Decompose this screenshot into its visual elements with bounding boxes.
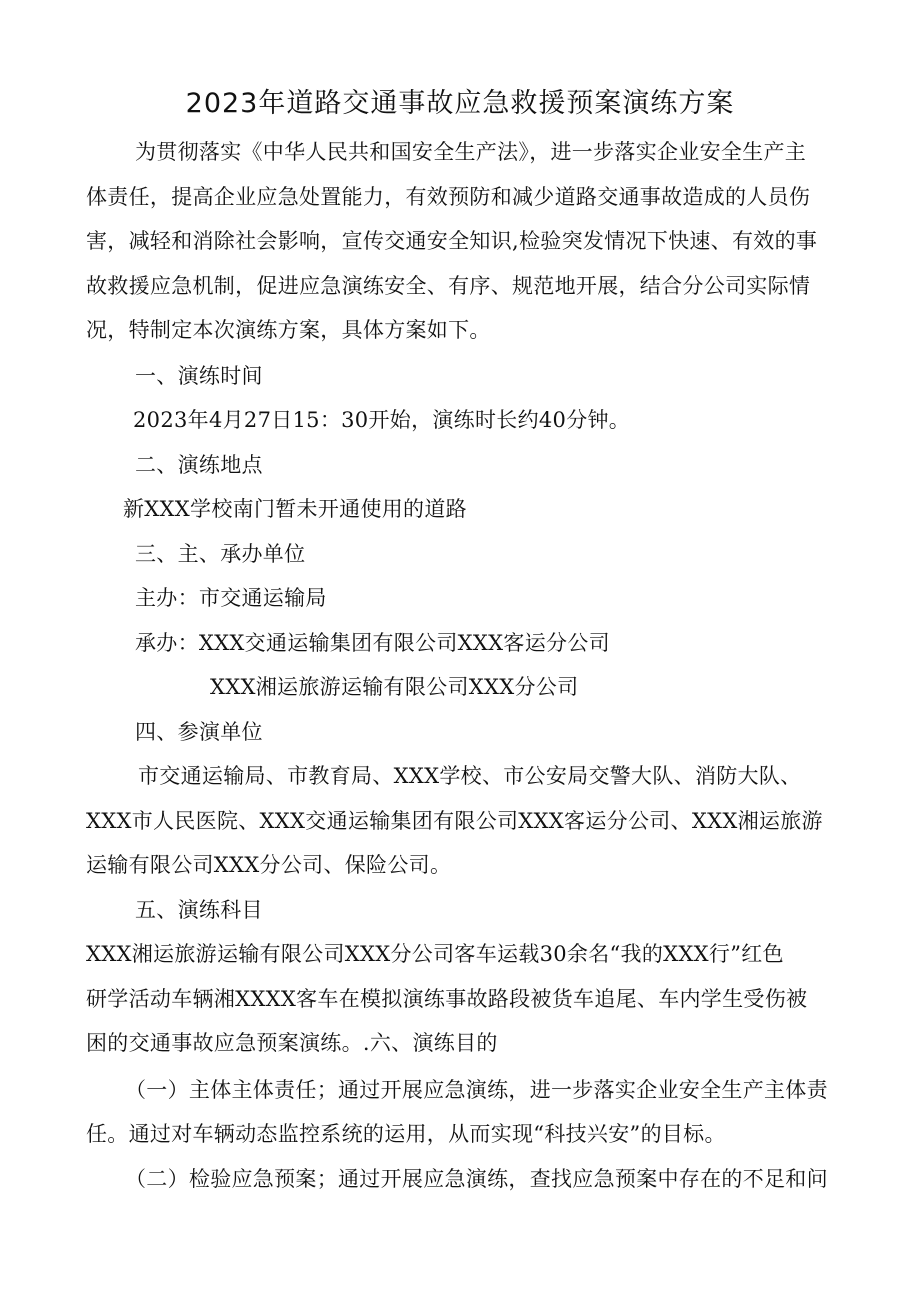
section-body-location: 新XXX学校南门暂未开通使用的道路: [123, 497, 467, 521]
participants-line-2: XXX市人民医院、XXX交通运输集团有限公司XXX客运分公司、XXX湘运旅游: [86, 809, 823, 833]
section-heading-location: 二、演练地点: [135, 453, 263, 477]
document-title: 2023年道路交通事故应急救援预案演练方案: [185, 88, 735, 119]
intro-line-2: 体责任，提高企业应急处置能力，有效预防和减少道路交通事故造成的人员伤: [86, 185, 811, 209]
purpose-item-2-line-1: （二）检验应急预案；通过开展应急演练，查找应急预案中存在的不足和问: [125, 1167, 828, 1191]
participants-line-3: 运输有限公司XXX分公司、保险公司。: [86, 853, 452, 877]
organizer-host: 主办：市交通运输局: [135, 586, 327, 610]
subject-line-2: 研学活动车辆湘XXXX客车在模拟演练事故路段被货车追尾、车内学生受伤被: [86, 987, 808, 1011]
participants-line-1: 市交通运输局、市教育局、XXX学校、市公安局交警大队、消防大队、: [138, 764, 802, 788]
section-heading-time: 一、演练时间: [135, 364, 263, 388]
section-heading-participants: 四、参演单位: [135, 720, 263, 744]
subject-line-3: 困的交通事故应急预案演练。.六、演练目的: [86, 1031, 498, 1055]
section-heading-organizers: 三、主、承办单位: [135, 542, 306, 566]
subject-line-1: XXX湘运旅游运输有限公司XXX分公司客车运载30余名“我的XXX行”红色: [86, 942, 784, 966]
intro-line-1: 为贯彻落实《中华人民共和国安全生产法》，进一步落实企业安全生产主: [135, 140, 807, 164]
purpose-item-1-line-1: （一）主体主体责任；通过开展应急演练，进一步落实企业安全生产主体责: [125, 1078, 828, 1102]
purpose-item-1-line-2: 任。通过对车辆动态监控系统的运用，从而实现“科技兴安”的目标。: [86, 1122, 726, 1146]
section-heading-subject: 五、演练科目: [135, 898, 263, 922]
section-body-time: 2023年4月27日15：30开始，演练时长约40分钟。: [133, 408, 631, 432]
intro-line-5: 况，特制定本次演练方案，具体方案如下。: [86, 318, 491, 342]
organizer-undertaker: 承办：XXX交通运输集团有限公司XXX客运分公司: [135, 631, 610, 655]
intro-line-3: 害，减轻和消除社会影响，宣传交通安全知识,检验突发情况下快速、有效的事: [86, 229, 818, 253]
organizer-undertaker-2: XXX湘运旅游运输有限公司XXX分公司: [210, 675, 579, 699]
intro-line-4: 故救援应急机制，促进应急演练安全、有序、规范地开展，结合分公司实际情: [86, 274, 811, 298]
